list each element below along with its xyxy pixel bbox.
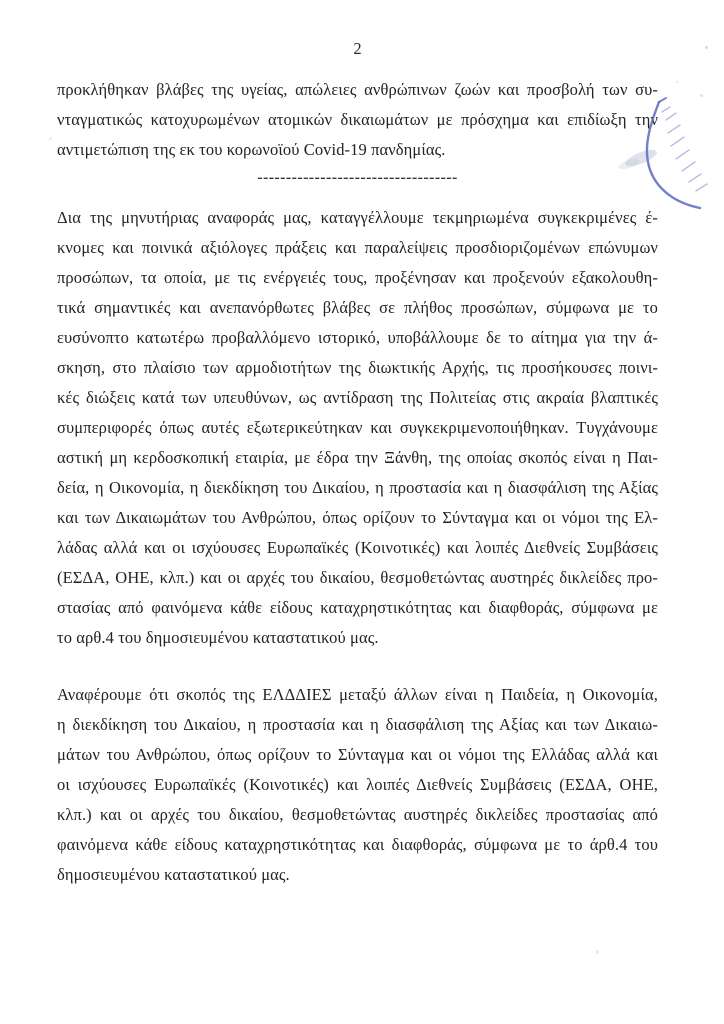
text-line: ευσύνοπτο κατωτέρω προβαλλόμενο ιστορικό, υποβάλλουμε δε το αίτημα για την ά- (57, 328, 658, 347)
text-line: και των Δικαιωμάτων του Ανθρώπου, όπως ορίζουν το Σύνταγμα και οι νόμοι της Ελ- (57, 508, 658, 527)
text-line: προσώπων, τα οποία, με τις ενέργειές τους, προξένησαν και προξενούν εξακολουθη- (57, 268, 658, 287)
text-line: αστική μη κερδοσκοπική εταιρία, με έδρα την Ξάνθη, της οποίας σκοπός είναι η Παι- (57, 448, 658, 467)
page-number: 2 (353, 39, 362, 58)
text-line: προκλήθηκαν βλάβες της υγείας, απώλειες ανθρώπινων ζωών και προσβολή των συ- (57, 80, 658, 99)
stamp-arc-stroke (659, 98, 666, 102)
text-line: η διεκδίκηση του Δικαίου, η προστασία και η διασφάλιση της Αξίας και των Δικαιω- (57, 715, 658, 734)
text-line: συμπεριφορές όπως αυτές εξωτερικεύτηκαν και συγκεκριμενοποιήθηκαν. Τυγχάνουμε (57, 418, 658, 437)
text-line: (ΕΣΔΑ, ΟΗΕ, κλπ.) και οι αρχές του δικαίου, θεσμοθετώντας αυστηρές δικλείδες προ- (57, 568, 658, 587)
scan-speck (49, 137, 52, 140)
paragraph (57, 203, 658, 653)
paragraph (57, 75, 658, 165)
text-line: κλπ.) και οι αρχές του δικαίου, θεσμοθετώντας αυστηρές δικλείδες προστασίας από (57, 805, 658, 824)
text-line: το αρθ.4 του δημοσιευμένου καταστατικού μας. (57, 628, 379, 647)
scan-speck (596, 950, 599, 954)
text-line: στασίας από φαινόμενα κάθε είδους καταχρηστικότητας και διαφθοράς, σύμφωνα με (57, 598, 658, 617)
text-line: οι ισχύουσες Ευρωπαϊκές (Κοινοτικές) και λοιπές Διεθνείς Συμβάσεις (ΕΣΔΑ, ΟΗΕ, (57, 775, 658, 794)
scan-speck (700, 94, 703, 97)
text-line: αντιμετώπιση της εκ του κορωνοϊού Covid-19 πανδημίας. (57, 140, 446, 159)
text-line: κές διώξεις κατά των υπευθύνων, ως αντίδραση της Πολιτείας στις ακραία βλαπτικές (57, 388, 658, 407)
text-line: κνομες και ποινικά αξιόλογες πράξεις και παραλείψεις προσδιοριζομένων επώνυμων (57, 238, 658, 257)
paragraph (57, 680, 658, 890)
scan-speck (676, 81, 678, 83)
text-line: φαινόμενα κάθε είδους καταχρηστικότητας και διαφθοράς, σύμφωνα με το άρθ.4 του (57, 835, 658, 854)
stamp-hatching (662, 107, 707, 191)
text-line: λάδας αλλά και οι ισχύουσες Ευρωπαϊκές (Κοινοτικές) και λοιπές Διεθνείς Συμβάσεις (57, 538, 658, 557)
text-line: τικά σημαντικές και ανεπανόρθωτες βλάβες σε πλήθος προσώπων, σύμφωνα με το (57, 298, 658, 317)
text-line: μάτων του Ανθρώπου, όπως ορίζουν το Σύνταγμα και οι νόμοι της Ελλάδας αλλά και (57, 745, 658, 764)
text-line: Αναφέρουμε ότι σκοπός της ΕΛΔΔΙΕΣ μεταξύ άλλων είναι η Παιδεία, η Οικονομία, (57, 685, 658, 704)
text-line: Δια της μηνυτήριας αναφοράς μας, καταγγέλλουμε τεκμηριωμένα συγκεκριμένες έ- (57, 208, 658, 227)
text-line: νταγματικώς κατοχυρωμένων ατομικών δικαιωμάτων με πρόσχημα και επιδίωξη την (57, 110, 658, 129)
dashed-separator: ----------------------------------- (257, 169, 458, 186)
text-line: δεία, η Οικονομία, η διεκδίκηση του Δικαίου, η προστασία και η διασφάλιση της Αξίας (57, 478, 658, 497)
text-line: δημοσιευμένου καταστατικού μας. (57, 865, 290, 884)
scan-speck (705, 46, 708, 49)
text-line: σκηση, στο πλαίσιο των αρμοδιοτήτων της διωκτικής Αρχής, τις προσήκουσες ποινι- (57, 358, 658, 377)
